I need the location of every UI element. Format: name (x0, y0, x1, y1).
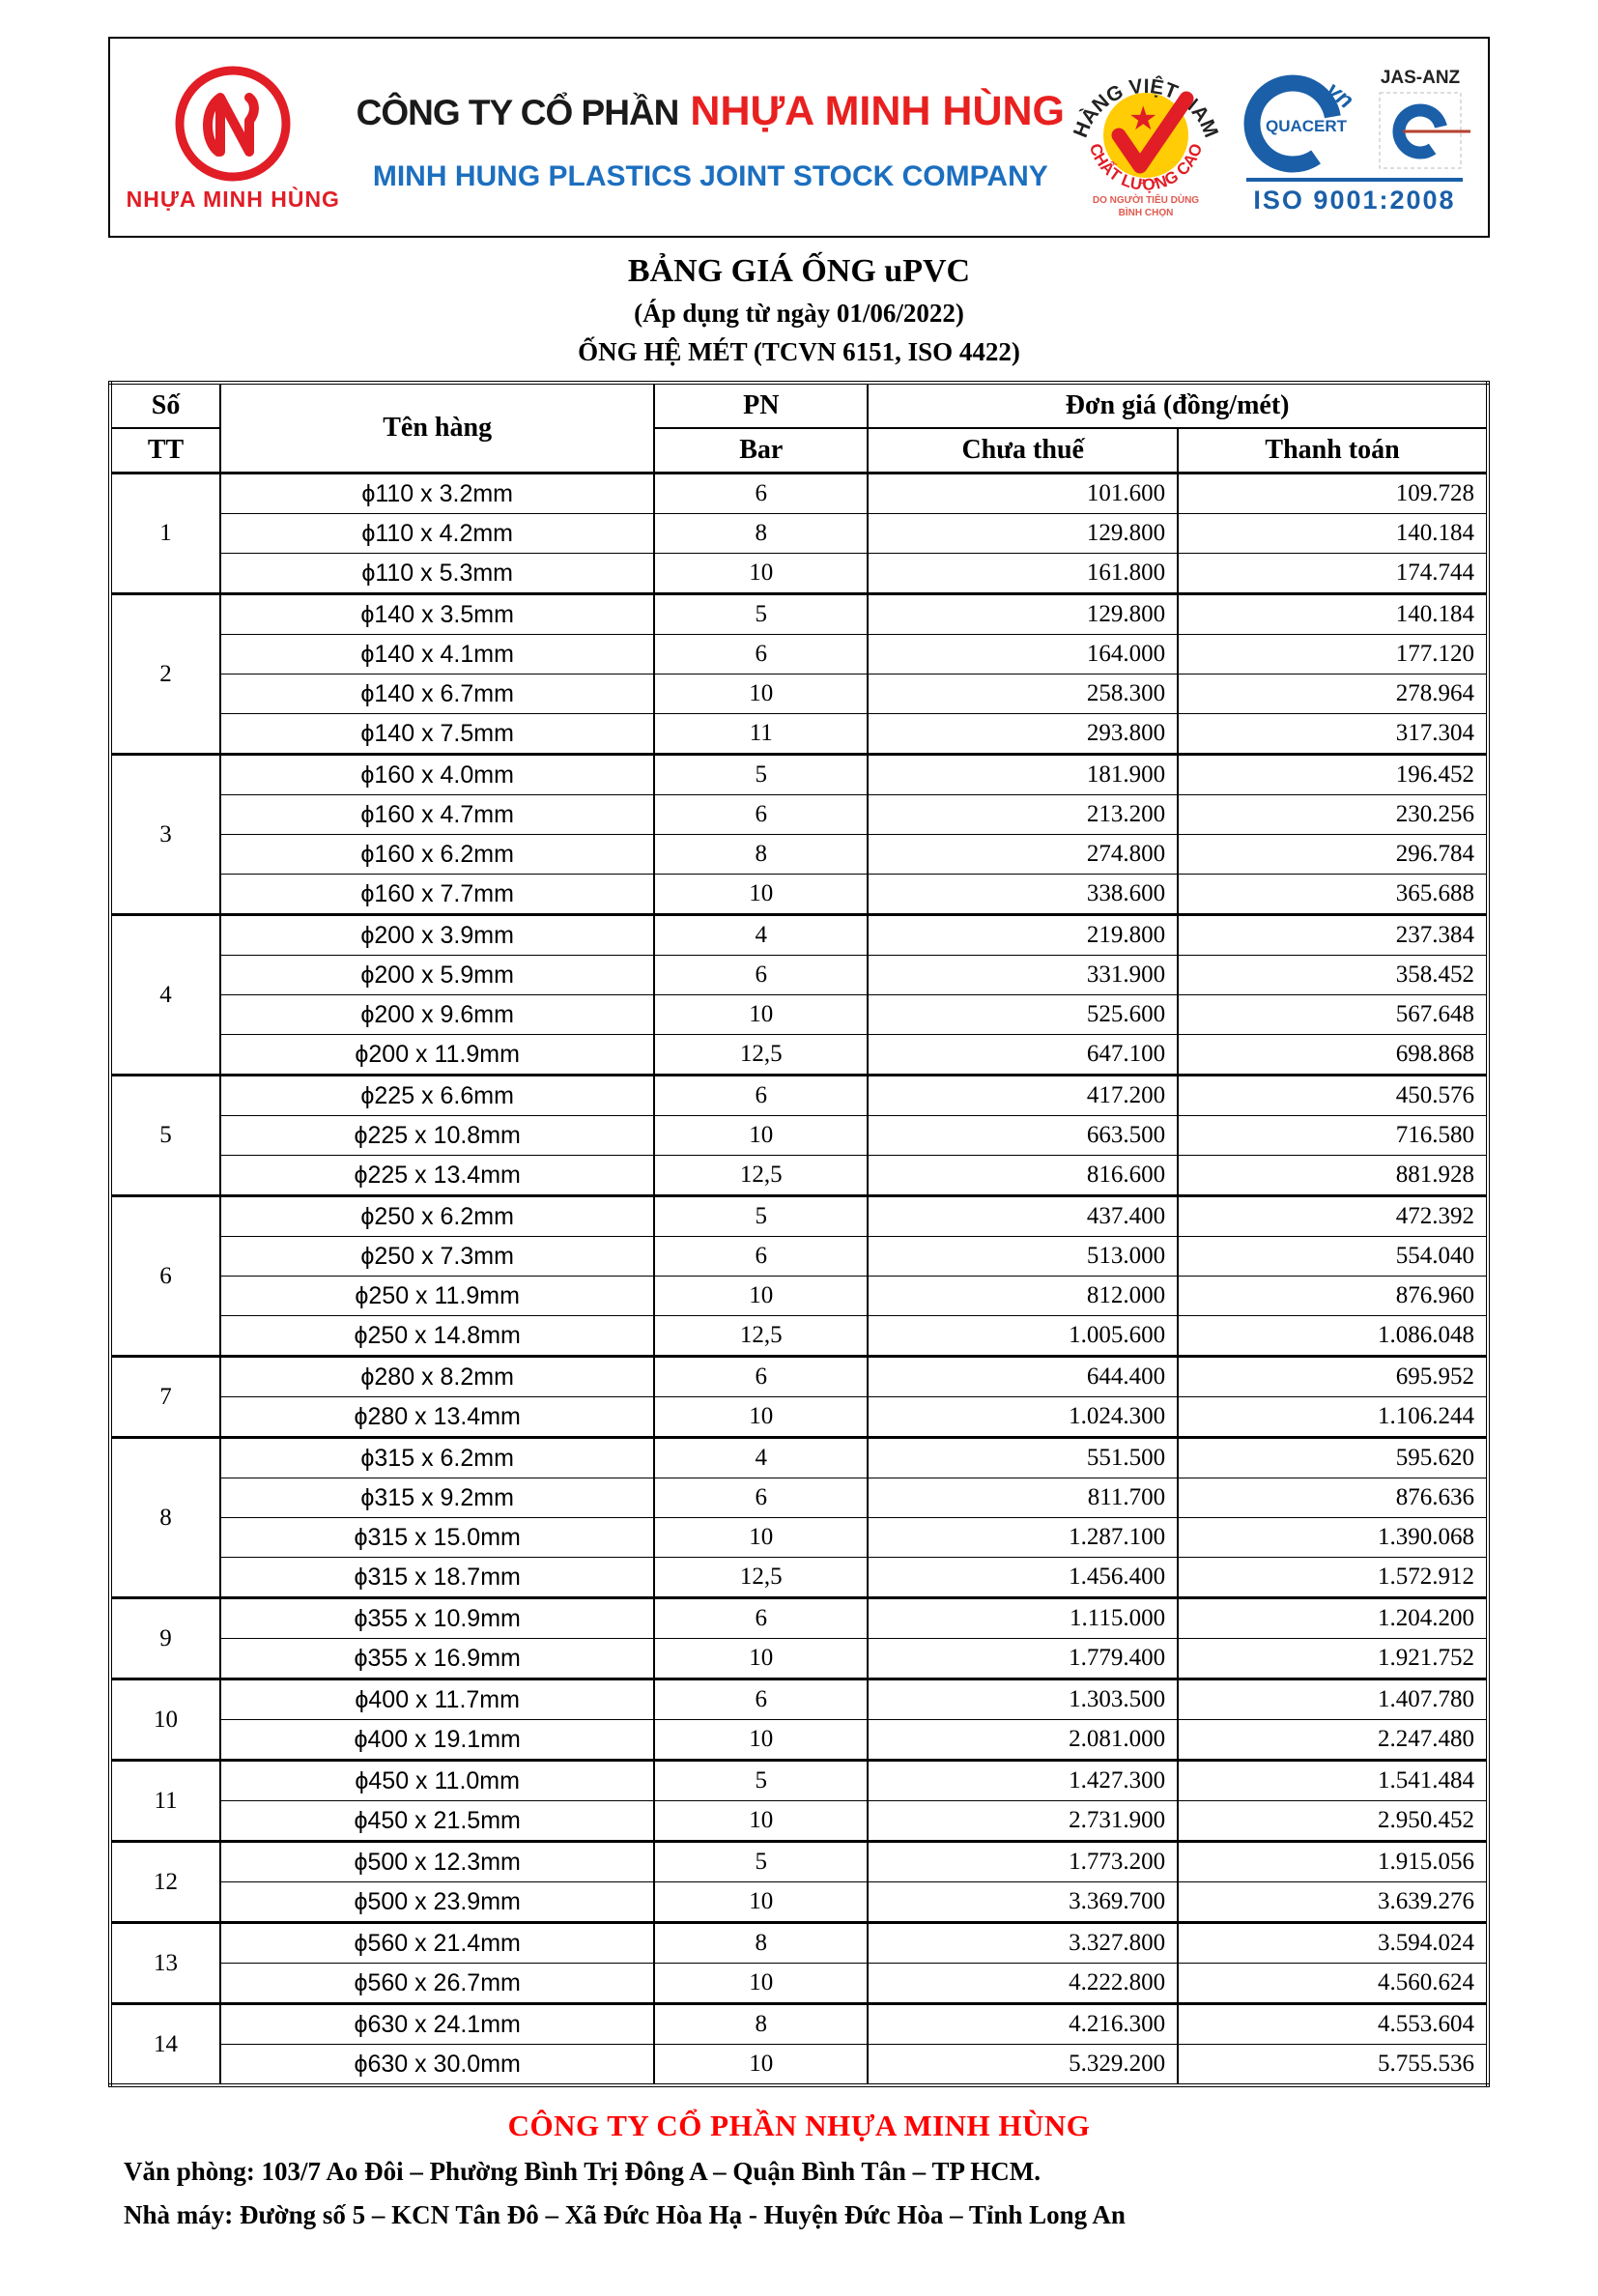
price-pretax-cell: 2.731.900 (868, 1801, 1178, 1842)
header-price-group: Đơn giá (đồng/mét) (868, 383, 1488, 428)
table-row (110, 1397, 1488, 1438)
product-name-cell: ϕ110 x 5.3mm (220, 554, 654, 594)
pn-cell: 10 (654, 1639, 868, 1679)
header-price-pretax: Chưa thuế (868, 428, 1178, 474)
price-total-cell: 716.580 (1178, 1116, 1488, 1156)
product-name-cell: ϕ560 x 26.7mm (220, 1964, 654, 2004)
price-total-cell: 296.784 (1178, 835, 1488, 875)
pn-cell: 6 (654, 956, 868, 995)
price-pretax-cell: 644.400 (868, 1357, 1178, 1397)
product-name-cell: ϕ250 x 6.2mm (220, 1196, 654, 1237)
header-price-total: Thanh toán (1178, 428, 1488, 474)
company-title-line (357, 88, 1065, 135)
price-total-cell: 1.106.244 (1178, 1397, 1488, 1438)
table-row (110, 956, 1488, 995)
price-pretax-cell: 3.369.700 (868, 1882, 1178, 1923)
table-row (110, 1639, 1488, 1679)
table-row (110, 1076, 1488, 1116)
row-number-cell: 8 (110, 1438, 220, 1598)
price-pretax-cell: 338.600 (868, 875, 1178, 915)
product-name-cell: ϕ160 x 4.7mm (220, 795, 654, 835)
table-row (110, 2045, 1488, 2086)
table-row (110, 1558, 1488, 1598)
row-number-cell: 10 (110, 1679, 220, 1761)
price-pretax-cell: 1.005.600 (868, 1316, 1178, 1357)
pn-cell: 6 (654, 1237, 868, 1277)
price-table-body (110, 474, 1488, 2086)
product-name-cell: ϕ315 x 18.7mm (220, 1558, 654, 1598)
table-row (110, 635, 1488, 674)
product-name-cell: ϕ315 x 15.0mm (220, 1518, 654, 1558)
iso-label: ISO 9001:2008 (1253, 186, 1456, 215)
price-total-cell: 317.304 (1178, 714, 1488, 755)
table-row (110, 1277, 1488, 1316)
price-total-cell: 595.620 (1178, 1438, 1488, 1478)
table-row (110, 1196, 1488, 1237)
table-row (110, 1761, 1488, 1801)
table-row (110, 1518, 1488, 1558)
price-pretax-cell: 258.300 (868, 674, 1178, 714)
product-name-cell: ϕ200 x 3.9mm (220, 915, 654, 956)
pn-cell: 10 (654, 1964, 868, 2004)
price-total-cell: 109.728 (1178, 474, 1488, 514)
price-total-cell: 177.120 (1178, 635, 1488, 674)
price-total-cell: 5.755.536 (1178, 2045, 1488, 2086)
row-number-cell: 6 (110, 1196, 220, 1357)
certification-badges (1065, 54, 1488, 220)
pn-cell: 5 (654, 594, 868, 635)
pn-cell: 6 (654, 635, 868, 674)
pn-cell: 10 (654, 1277, 868, 1316)
product-name-cell: ϕ450 x 11.0mm (220, 1761, 654, 1801)
product-name-cell: ϕ200 x 5.9mm (220, 956, 654, 995)
product-name-cell: ϕ110 x 3.2mm (220, 474, 654, 514)
product-name-cell: ϕ450 x 21.5mm (220, 1801, 654, 1842)
price-pretax-cell: 4.222.800 (868, 1964, 1178, 2004)
pn-cell: 10 (654, 1116, 868, 1156)
pn-cell: 6 (654, 1598, 868, 1639)
row-number-cell: 4 (110, 915, 220, 1076)
product-name-cell: ϕ280 x 8.2mm (220, 1357, 654, 1397)
price-pretax-cell: 5.329.200 (868, 2045, 1178, 2086)
product-name-cell: ϕ225 x 13.4mm (220, 1156, 654, 1196)
price-pretax-cell: 816.600 (868, 1156, 1178, 1196)
price-pretax-cell: 129.800 (868, 514, 1178, 554)
table-row (110, 995, 1488, 1035)
price-total-cell: 230.256 (1178, 795, 1488, 835)
price-pretax-cell: 3.327.800 (868, 1923, 1178, 1964)
standard-note: ỐNG HỆ MÉT (TCVN 6151, ISO 4422) (578, 337, 1020, 366)
price-total-cell: 237.384 (1178, 915, 1488, 956)
price-total-cell: 1.204.200 (1178, 1598, 1488, 1639)
price-pretax-cell: 161.800 (868, 554, 1178, 594)
hvnclc-badge-icon (1065, 54, 1227, 220)
pn-cell: 6 (654, 1478, 868, 1518)
pn-cell: 10 (654, 554, 868, 594)
product-name-cell: ϕ140 x 6.7mm (220, 674, 654, 714)
price-total-cell: 365.688 (1178, 875, 1488, 915)
pn-cell: 8 (654, 2004, 868, 2045)
product-name-cell: ϕ160 x 6.2mm (220, 835, 654, 875)
price-total-cell: 698.868 (1178, 1035, 1488, 1076)
footer-factory-address: Nhà máy: Đường số 5 – KCN Tân Đô – Xã Đức Hòa Hạ - Huyện Đức Hòa – Tỉnh Long An (124, 2200, 1126, 2229)
product-name-cell: ϕ140 x 7.5mm (220, 714, 654, 755)
table-row (110, 1882, 1488, 1923)
product-name-cell: ϕ140 x 4.1mm (220, 635, 654, 674)
table-row (110, 1720, 1488, 1761)
table-row (110, 1964, 1488, 2004)
table-row (110, 1438, 1488, 1478)
price-total-cell: 2.950.452 (1178, 1801, 1488, 1842)
product-name-cell: ϕ250 x 7.3mm (220, 1237, 654, 1277)
price-pretax-cell: 274.800 (868, 835, 1178, 875)
price-pretax-cell: 417.200 (868, 1076, 1178, 1116)
product-name-cell: ϕ400 x 19.1mm (220, 1720, 654, 1761)
price-total-cell: 881.928 (1178, 1156, 1488, 1196)
price-pretax-cell: 437.400 (868, 1196, 1178, 1237)
table-row (110, 1679, 1488, 1720)
pn-cell: 10 (654, 2045, 868, 2086)
product-name-cell: ϕ355 x 10.9mm (220, 1598, 654, 1639)
row-number-cell: 14 (110, 2004, 220, 2086)
table-row (110, 514, 1488, 554)
product-name-cell: ϕ160 x 7.7mm (220, 875, 654, 915)
table-row (110, 915, 1488, 956)
price-pretax-cell: 331.900 (868, 956, 1178, 995)
hvnclc-star-icon: ★ (1128, 101, 1158, 137)
table-row (110, 1923, 1488, 1964)
price-total-cell: 1.915.056 (1178, 1842, 1488, 1882)
table-row (110, 835, 1488, 875)
price-total-cell: 3.639.276 (1178, 1882, 1488, 1923)
price-table (108, 381, 1490, 2087)
price-pretax-cell: 129.800 (868, 594, 1178, 635)
price-total-cell: 876.960 (1178, 1277, 1488, 1316)
price-pretax-cell: 811.700 (868, 1478, 1178, 1518)
company-subtitle: MINH HUNG PLASTICS JOINT STOCK COMPANY (372, 159, 1048, 192)
pn-cell: 10 (654, 1518, 868, 1558)
row-number-cell: 7 (110, 1357, 220, 1438)
price-total-cell: 1.086.048 (1178, 1316, 1488, 1357)
price-total-cell: 140.184 (1178, 514, 1488, 554)
product-name-cell: ϕ140 x 3.5mm (220, 594, 654, 635)
pn-cell: 5 (654, 1196, 868, 1237)
header-pn-top: PN (654, 383, 868, 428)
price-total-cell: 472.392 (1178, 1196, 1488, 1237)
pn-cell: 6 (654, 1357, 868, 1397)
header-no-top: Số (110, 383, 220, 428)
price-pretax-cell: 1.303.500 (868, 1679, 1178, 1720)
row-number-cell: 1 (110, 474, 220, 594)
pn-cell: 8 (654, 1923, 868, 1964)
header-pn-bottom: Bar (654, 428, 868, 474)
price-pretax-cell: 4.216.300 (868, 2004, 1178, 2045)
product-name-cell: ϕ250 x 11.9mm (220, 1277, 654, 1316)
table-row (110, 594, 1488, 635)
table-row (110, 1116, 1488, 1156)
price-table-header (110, 383, 1488, 474)
row-number-cell: 12 (110, 1842, 220, 1923)
table-row (110, 1842, 1488, 1882)
product-name-cell: ϕ630 x 30.0mm (220, 2045, 654, 2086)
price-total-cell: 1.541.484 (1178, 1761, 1488, 1801)
price-pretax-cell: 1.456.400 (868, 1558, 1178, 1598)
jas-anz-label: JAS-ANZ (1380, 68, 1461, 88)
price-total-cell: 1.921.752 (1178, 1639, 1488, 1679)
product-name-cell: ϕ500 x 12.3mm (220, 1842, 654, 1882)
product-name-cell: ϕ630 x 24.1mm (220, 2004, 654, 2045)
pn-cell: 10 (654, 1397, 868, 1438)
price-pretax-cell: 1.287.100 (868, 1518, 1178, 1558)
price-pretax-cell: 663.500 (868, 1116, 1178, 1156)
hvnclc-arc-top-text: HÀNG VIỆT NAM (1069, 74, 1223, 141)
pn-cell: 5 (654, 755, 868, 795)
quacert-badge-icon (1233, 54, 1474, 220)
row-number-cell: 2 (110, 594, 220, 755)
price-pretax-cell: 101.600 (868, 474, 1178, 514)
table-row (110, 1801, 1488, 1842)
price-pretax-cell: 164.000 (868, 635, 1178, 674)
price-pretax-cell: 2.081.000 (868, 1720, 1178, 1761)
product-name-cell: ϕ250 x 14.8mm (220, 1316, 654, 1357)
price-pretax-cell: 1.024.300 (868, 1397, 1178, 1438)
price-pretax-cell: 293.800 (868, 714, 1178, 755)
company-names (357, 82, 1065, 193)
table-row (110, 474, 1488, 514)
page-title: BẢNG GIÁ ỐNG uPVC (627, 253, 971, 289)
product-name-cell: ϕ355 x 16.9mm (220, 1639, 654, 1679)
pn-cell: 12,5 (654, 1316, 868, 1357)
company-name: NHỰA MINH HÙNG (690, 87, 1065, 134)
table-row (110, 554, 1488, 594)
pn-cell: 4 (654, 915, 868, 956)
price-pretax-cell: 551.500 (868, 1438, 1178, 1478)
row-number-cell: 9 (110, 1598, 220, 1679)
company-name-prefix: CÔNG TY CỔ PHẦN (356, 92, 679, 132)
hvnclc-sub-line2: BÌNH CHỌN (1118, 208, 1174, 218)
price-pretax-cell: 219.800 (868, 915, 1178, 956)
price-pretax-cell: 213.200 (868, 795, 1178, 835)
price-total-cell: 1.390.068 (1178, 1518, 1488, 1558)
price-total-cell: 1.572.912 (1178, 1558, 1488, 1598)
pn-cell: 8 (654, 835, 868, 875)
price-pretax-cell: 1.115.000 (868, 1598, 1178, 1639)
table-row (110, 1156, 1488, 1196)
row-number-cell: 3 (110, 755, 220, 915)
footer (0, 2109, 1598, 2230)
price-pretax-cell: 513.000 (868, 1237, 1178, 1277)
product-name-cell: ϕ400 x 11.7mm (220, 1679, 654, 1720)
table-row (110, 674, 1488, 714)
product-name-cell: ϕ500 x 23.9mm (220, 1882, 654, 1923)
product-name-cell: ϕ280 x 13.4mm (220, 1397, 654, 1438)
pn-cell: 5 (654, 1842, 868, 1882)
product-name-cell: ϕ160 x 4.0mm (220, 755, 654, 795)
table-row (110, 1316, 1488, 1357)
effective-date: (Áp dụng từ ngày 01/06/2022) (634, 299, 964, 328)
pn-cell: 6 (654, 474, 868, 514)
pn-cell: 10 (654, 674, 868, 714)
table-row (110, 1598, 1488, 1639)
pn-cell: 11 (654, 714, 868, 755)
product-name-cell: ϕ225 x 10.8mm (220, 1116, 654, 1156)
header-no-bottom: TT (110, 428, 220, 474)
pn-cell: 12,5 (654, 1156, 868, 1196)
price-total-cell: 554.040 (1178, 1237, 1488, 1277)
pn-cell: 10 (654, 875, 868, 915)
price-total-cell: 4.553.604 (1178, 2004, 1488, 2045)
table-row (110, 755, 1488, 795)
pn-cell: 12,5 (654, 1558, 868, 1598)
logo-monogram-icon (160, 63, 305, 185)
price-total-cell: 876.636 (1178, 1478, 1488, 1518)
price-total-cell: 695.952 (1178, 1357, 1488, 1397)
product-name-cell: ϕ110 x 4.2mm (220, 514, 654, 554)
price-total-cell: 3.594.024 (1178, 1923, 1488, 1964)
table-row (110, 795, 1488, 835)
price-pretax-cell: 647.100 (868, 1035, 1178, 1076)
price-pretax-cell: 812.000 (868, 1277, 1178, 1316)
product-name-cell: ϕ200 x 11.9mm (220, 1035, 654, 1076)
table-row (110, 1237, 1488, 1277)
pn-cell: 6 (654, 1679, 868, 1720)
pn-cell: 8 (654, 514, 868, 554)
product-name-cell: ϕ560 x 21.4mm (220, 1923, 654, 1964)
price-total-cell: 2.247.480 (1178, 1720, 1488, 1761)
document-title-block (0, 253, 1598, 367)
product-name-cell: ϕ315 x 6.2mm (220, 1438, 654, 1478)
header-product-name: Tên hàng (220, 383, 654, 474)
product-name-cell: ϕ225 x 6.6mm (220, 1076, 654, 1116)
table-row (110, 875, 1488, 915)
price-total-cell: 358.452 (1178, 956, 1488, 995)
logo-text: NHỰA MINH HÙNG (126, 186, 340, 212)
pn-cell: 6 (654, 1076, 868, 1116)
pn-cell: 10 (654, 1882, 868, 1923)
table-row (110, 1035, 1488, 1076)
pn-cell: 6 (654, 795, 868, 835)
price-total-cell: 567.648 (1178, 995, 1488, 1035)
pn-cell: 4 (654, 1438, 868, 1478)
table-row (110, 1357, 1488, 1397)
price-total-cell: 140.184 (1178, 594, 1488, 635)
hvnclc-sub-line1: DO NGƯỜI TIÊU DÙNG (1092, 195, 1200, 206)
price-total-cell: 1.407.780 (1178, 1679, 1488, 1720)
table-row (110, 714, 1488, 755)
price-total-cell: 174.744 (1178, 554, 1488, 594)
price-total-cell: 196.452 (1178, 755, 1488, 795)
row-number-cell: 5 (110, 1076, 220, 1196)
pn-cell: 10 (654, 1720, 868, 1761)
pn-cell: 10 (654, 1801, 868, 1842)
pn-cell: 10 (654, 995, 868, 1035)
footer-company-name: CÔNG TY CỔ PHẦN NHỰA MINH HÙNG (507, 2109, 1091, 2142)
price-pretax-cell: 181.900 (868, 755, 1178, 795)
price-total-cell: 450.576 (1178, 1076, 1488, 1116)
footer-office-address: Văn phòng: 103/7 Ao Đôi – Phường Bình Trị Đông A – Quận Bình Tân – TP HCM. (124, 2157, 1041, 2186)
price-total-cell: 4.560.624 (1178, 1964, 1488, 2004)
company-logo (110, 63, 357, 213)
row-number-cell: 13 (110, 1923, 220, 2004)
table-row (110, 2004, 1488, 2045)
quacert-name-text: QUACERT (1266, 117, 1348, 135)
price-total-cell: 278.964 (1178, 674, 1488, 714)
pn-cell: 5 (654, 1761, 868, 1801)
product-name-cell: ϕ200 x 9.6mm (220, 995, 654, 1035)
pn-cell: 12,5 (654, 1035, 868, 1076)
company-header (108, 37, 1490, 238)
row-number-cell: 11 (110, 1761, 220, 1842)
price-pretax-cell: 1.427.300 (868, 1761, 1178, 1801)
table-row (110, 1478, 1488, 1518)
price-pretax-cell: 1.779.400 (868, 1639, 1178, 1679)
price-pretax-cell: 525.600 (868, 995, 1178, 1035)
price-pretax-cell: 1.773.200 (868, 1842, 1178, 1882)
product-name-cell: ϕ315 x 9.2mm (220, 1478, 654, 1518)
quacert-vn-text: vn (1321, 76, 1359, 114)
hvnclc-arc-bottom-text: CHẤT LƯỢNG CAO (1085, 141, 1207, 194)
